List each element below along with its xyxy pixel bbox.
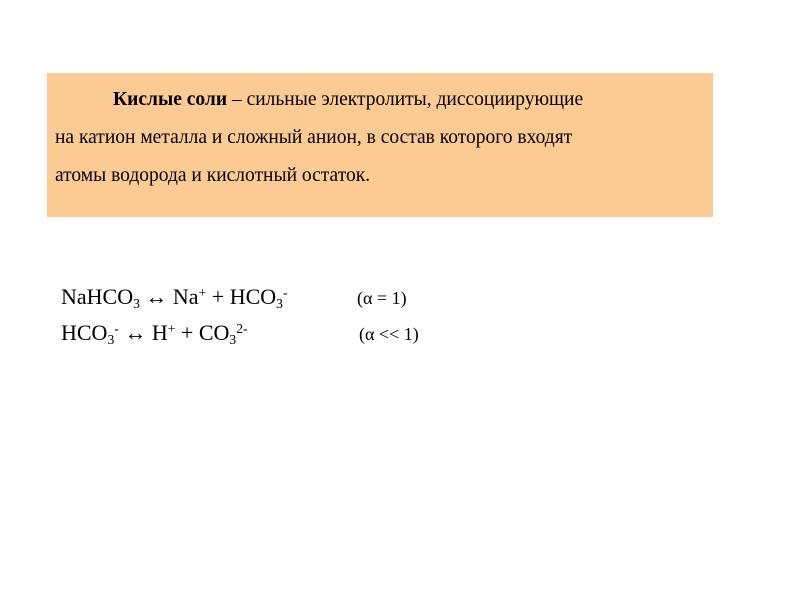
eq2-reactant-charge: - — [114, 320, 119, 336]
eq2-reactant: HCO — [61, 320, 108, 345]
eq2-degree-of-dissociation: (α << 1) — [359, 324, 419, 344]
eq2-product-2: CO — [198, 320, 230, 345]
equation-nahco3-dissociation — [61, 284, 288, 311]
eq2-product-1: H — [151, 320, 168, 345]
eq2-plus: + — [175, 320, 199, 345]
definition-box — [47, 73, 713, 217]
equation-hco3-dissociation — [61, 320, 248, 347]
definition-line-2: на катион металла и сложный анион, в состав которого входят — [55, 127, 573, 148]
eq2-product-2-subscript: 3 — [229, 331, 237, 347]
eq2-product-2-charge: 2- — [236, 320, 248, 336]
eq1-reactant-subscript: 3 — [133, 295, 140, 311]
definition-term: Кислые соли — [113, 89, 228, 110]
eq2-reactant-subscript: 3 — [107, 331, 115, 347]
eq1-product-2-subscript: 3 — [276, 295, 283, 311]
eq1-product-1-charge: + — [198, 284, 207, 300]
eq2-product-1-charge: + — [167, 320, 176, 336]
eq1-plus: + — [206, 284, 230, 309]
eq1-arrow: ↔ — [139, 284, 173, 309]
definition-line-3: атомы водорода и кислотный остаток. — [55, 165, 371, 186]
eq1-product-1: Na — [172, 284, 199, 309]
eq1-reactant: NaHCO — [61, 284, 134, 309]
eq2-arrow: ↔ — [118, 320, 152, 345]
eq1-product-2: HCO — [229, 284, 277, 309]
definition-line-1-text: – сильные электролиты, диссоциирующие — [227, 89, 584, 110]
eq1-degree-of-dissociation: (α = 1) — [357, 288, 407, 308]
definition-line-1 — [113, 90, 583, 110]
eq1-product-2-charge: - — [282, 284, 288, 300]
